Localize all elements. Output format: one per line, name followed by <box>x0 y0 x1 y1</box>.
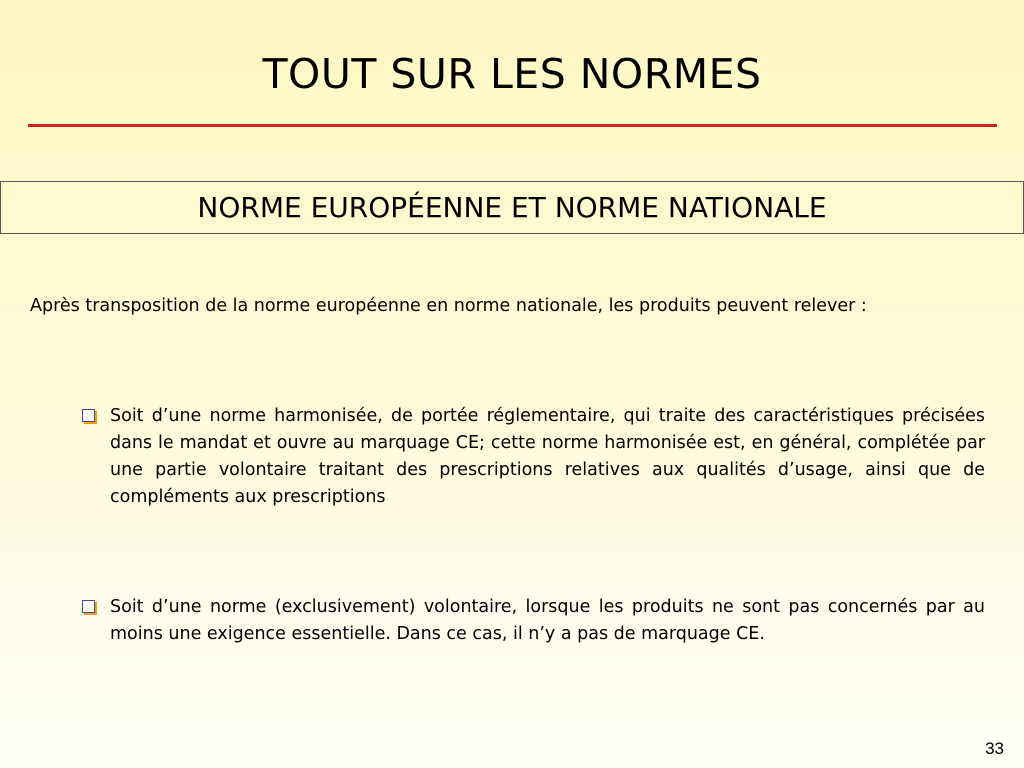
bullet-text: Soit d’une norme (exclusivement) volontaire, lorsque les produits ne sont pas concernés par au moins une exigence essentielle. Dans ce cas, il n’y a pas de marquage CE. <box>110 597 985 644</box>
bullet-text: Soit d’une norme harmonisée, de portée réglementaire, qui traite des caractéristiques précisées dans le mandat et ouvre au marquage CE; cette norme harmonisée est, en général, complétée par une partie volontaire traitant des prescriptions relatives aux qualités d’usage, ainsi que de compléments aux prescriptions <box>110 406 985 507</box>
section-heading-box <box>0 181 1024 234</box>
section-heading: NORME EUROPÉENNE ET NORME NATIONALE <box>197 191 827 224</box>
intro-paragraph: Après transposition de la norme européenne en norme nationale, les produits peuvent relever : <box>30 296 867 316</box>
page-number: 33 <box>985 739 1004 758</box>
title-divider <box>28 124 997 127</box>
bullet-item <box>82 594 985 648</box>
slide-title: TOUT SUR LES NORMES <box>262 50 762 98</box>
checkbox-bullet-icon <box>82 409 95 422</box>
bullet-item <box>82 403 985 511</box>
checkbox-bullet-icon <box>82 600 95 613</box>
